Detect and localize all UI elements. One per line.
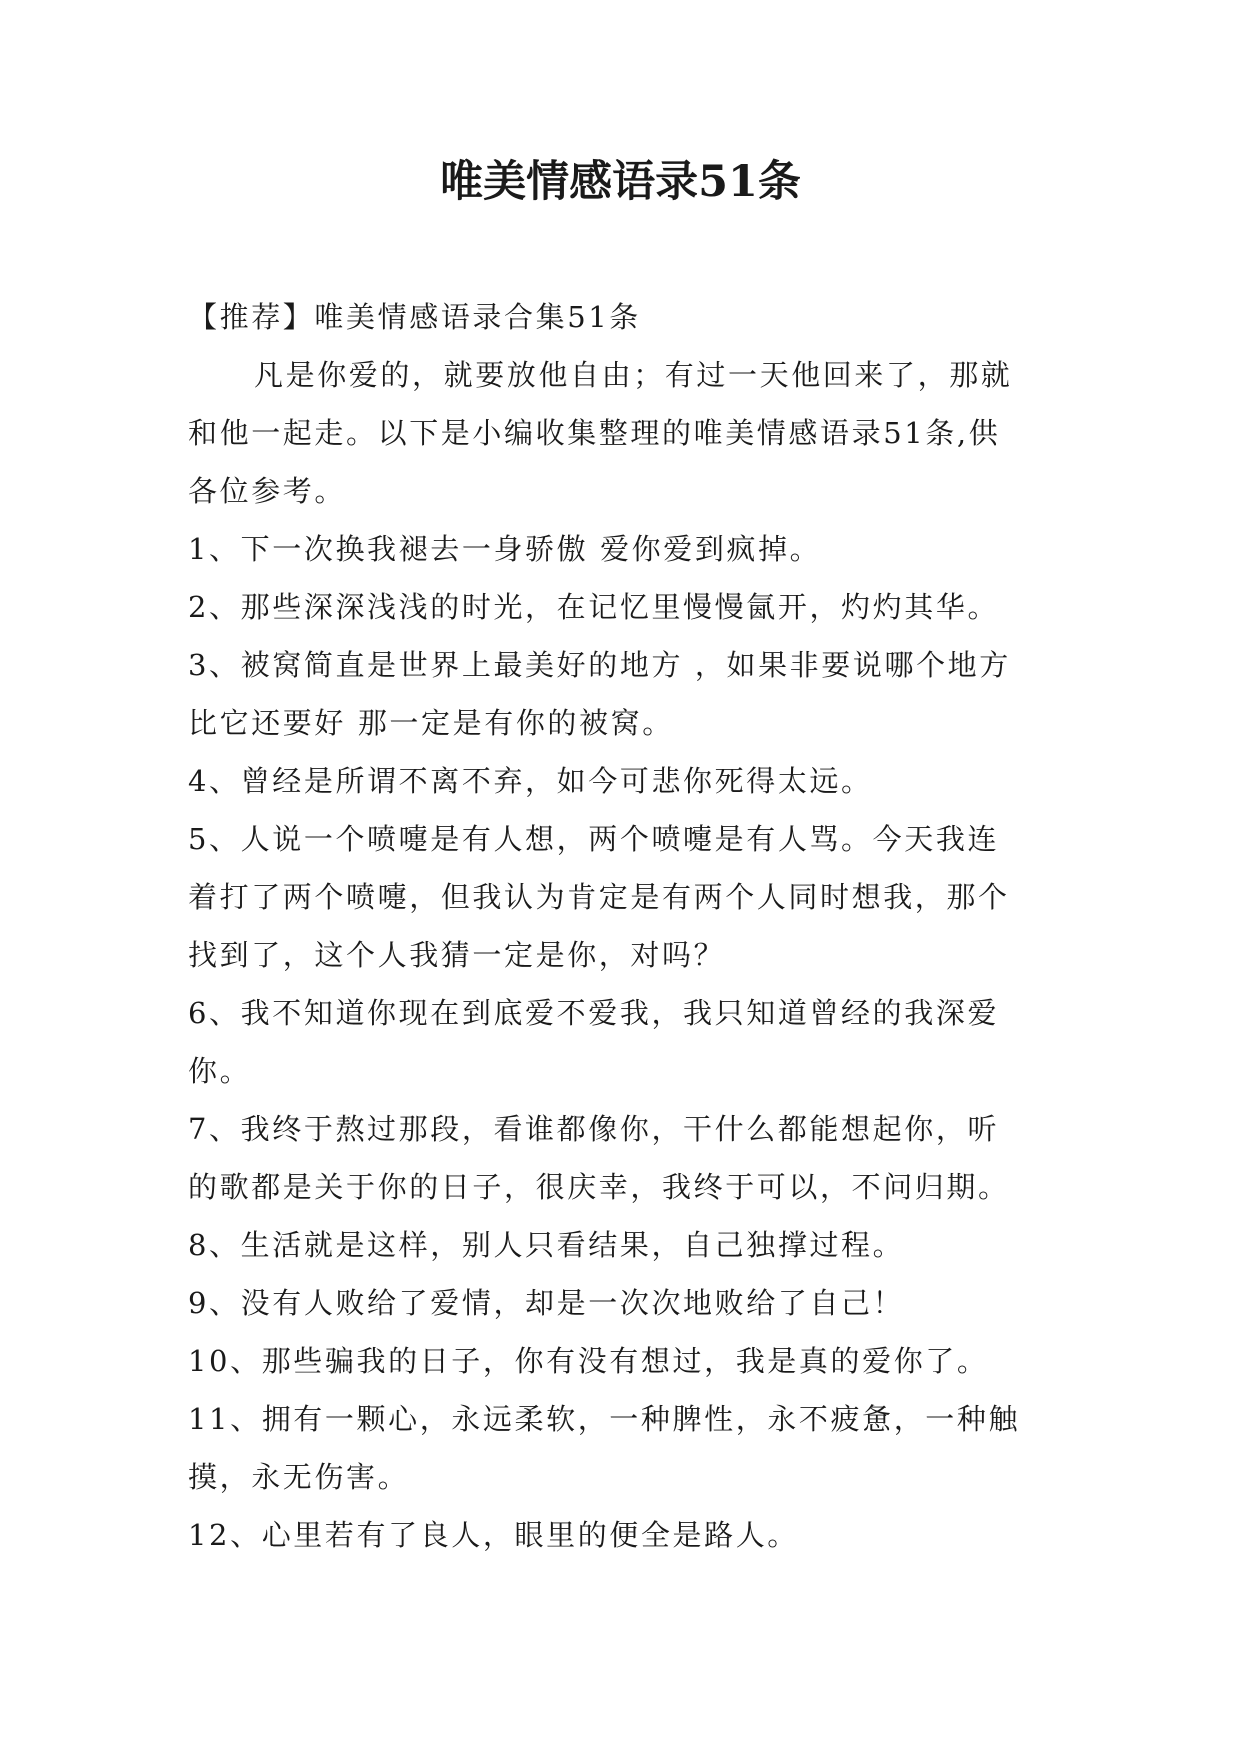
intro-line: 各位参考。 (188, 474, 347, 508)
quote-line: 2、那些深深浅浅的时光，在记忆里慢慢氤开，灼灼其华。 (188, 590, 1000, 624)
quote-line: 找到了，这个人我猜一定是你，对吗？ (188, 938, 726, 972)
document-title: 唯美情感语录51条 (440, 157, 801, 207)
quote-line: 1、下一次换我褪去一身骄傲 爱你爱到疯掉。 (188, 532, 822, 566)
quote-line: 着打了两个喷嚏，但我认为肯定是有两个人同时想我，那个 (188, 880, 1010, 914)
intro-line: 和他一起走。以下是小编收集整理的唯美情感语录51条,供 (188, 416, 1001, 450)
quote-line: 11、拥有一颗心，永远柔软，一种脾性，永不疲惫，一种触 (188, 1402, 1021, 1436)
quote-line: 你。 (188, 1054, 252, 1088)
quote-line: 6、我不知道你现在到底爱不爱我，我只知道曾经的我深爱 (188, 996, 1000, 1030)
quote-line: 10、那些骗我的日子，你有没有想过，我是真的爱你了。 (188, 1344, 989, 1378)
quote-line: 5、人说一个喷嚏是有人想，两个喷嚏是有人骂。今天我连 (188, 822, 1000, 856)
quote-line: 比它还要好 那一定是有你的被窝。 (188, 706, 674, 740)
quote-line: 3、被窝简直是世界上最美好的地方 ，如果非要说哪个地方 (188, 648, 1011, 682)
quote-line: 的歌都是关于你的日子，很庆幸，我终于可以，不问归期。 (188, 1170, 1010, 1204)
quote-line: 摸，永无伤害。 (188, 1460, 410, 1494)
quote-line: 9、没有人败给了爱情，却是一次次地败给了自己！ (188, 1286, 905, 1320)
quote-line: 8、生活就是这样，别人只看结果，自己独撑过程。 (188, 1228, 905, 1262)
quote-line: 12、心里若有了良人，眼里的便全是路人。 (188, 1518, 799, 1552)
document-body (188, 288, 1088, 1564)
quote-line: 7、我终于熬过那段，看谁都像你，干什么都能想起你，听 (188, 1112, 1000, 1146)
subtitle-line: 【推荐】唯美情感语录合集51条 (188, 300, 641, 334)
intro-line: 凡是你爱的，就要放他自由；有过一天他回来了，那就 (254, 358, 1013, 392)
quote-line: 4、曾经是所谓不离不弃，如今可悲你死得太远。 (188, 764, 873, 798)
